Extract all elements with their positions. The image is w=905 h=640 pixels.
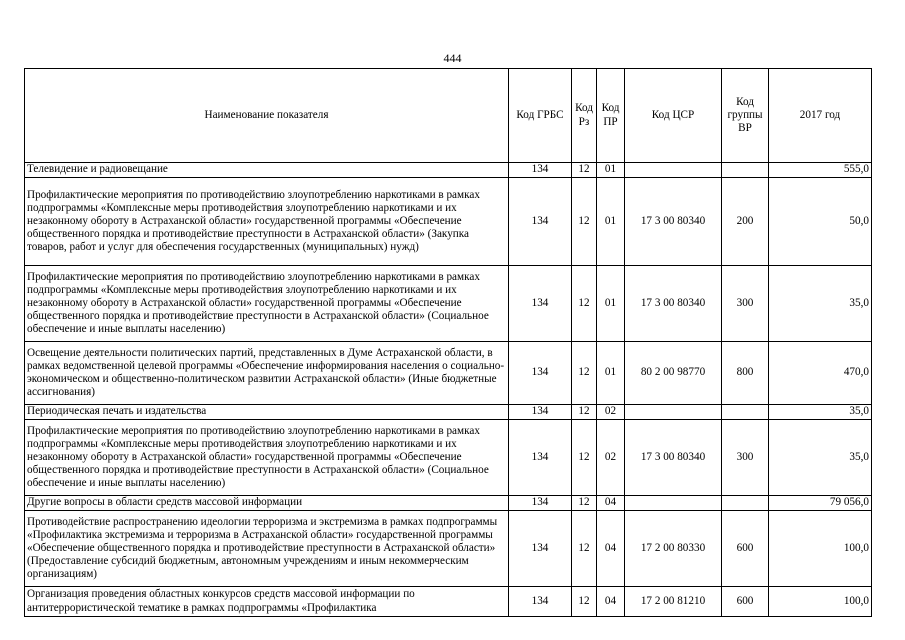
row-amount: 100,0 (769, 511, 872, 587)
row-csr: 17 2 00 80330 (625, 511, 722, 587)
table-row (25, 178, 872, 266)
row-grbs: 134 (509, 342, 572, 405)
row-rz: 12 (572, 266, 597, 342)
row-pr: 01 (597, 342, 625, 405)
row-name: Освещение деятельности политических партий, представленных в Думе Астраханской области, в рамках ведомственной целевой программы «Обеспечение информирования населения о социально-экономическом и общественно-политическом развитии Астраханской области» (Иные бюджетные ассигнования) (25, 342, 509, 405)
table-row (25, 496, 872, 511)
row-amount: 555,0 (769, 163, 872, 178)
row-grbs: 134 (509, 405, 572, 420)
row-vr: 300 (722, 420, 769, 496)
row-pr: 01 (597, 266, 625, 342)
row-rz: 12 (572, 405, 597, 420)
row-grbs: 134 (509, 587, 572, 617)
row-grbs: 134 (509, 178, 572, 266)
row-amount: 100,0 (769, 587, 872, 617)
table-row (25, 420, 872, 496)
row-name: Профилактические мероприятия по противодействию злоупотреблению наркотиками в рамках подпрограммы «Комплексные меры противодействия злоупотреблению наркотиками и их незаконному обороту в Астраханской области» государственной программы «Обеспечение общественного порядка и противодействие преступности в Астраханской области» (Социальное обеспечение и иные выплаты населению) (25, 420, 509, 496)
row-vr (722, 496, 769, 511)
row-vr (722, 405, 769, 420)
row-pr: 01 (597, 178, 625, 266)
row-vr: 200 (722, 178, 769, 266)
row-name: Противодействие распространению идеологии терроризма и экстремизма в рамках подпрограммы «Профилактика экстремизма и терроризма в Астраханской области» государственной программы «Обеспечение общественного порядка и противодействие преступности в Астраханской области» (Предоставление субсидий бюджетным, автономным учреждениям и иным некоммерческим организациям) (25, 511, 509, 587)
row-csr (625, 163, 722, 178)
row-amount: 35,0 (769, 420, 872, 496)
row-rz: 12 (572, 420, 597, 496)
row-amount: 35,0 (769, 266, 872, 342)
row-csr: 17 3 00 80340 (625, 266, 722, 342)
table-row (25, 266, 872, 342)
row-rz: 12 (572, 178, 597, 266)
budget-table (24, 68, 872, 617)
row-csr (625, 496, 722, 511)
row-amount: 470,0 (769, 342, 872, 405)
row-name: Телевидение и радиовещание (25, 163, 509, 178)
row-rz: 12 (572, 511, 597, 587)
row-vr: 600 (722, 587, 769, 617)
row-grbs: 134 (509, 266, 572, 342)
col-name-header: Наименование показателя (25, 69, 509, 163)
row-rz: 12 (572, 496, 597, 511)
header-row (25, 69, 872, 163)
row-name: Периодическая печать и издательства (25, 405, 509, 420)
table-row (25, 163, 872, 178)
row-name: Профилактические мероприятия по противодействию злоупотреблению наркотиками в рамках подпрограммы «Комплексные меры противодействия злоупотреблению наркотиками и их незаконному обороту в Астраханской области» государственной программы «Обеспечение общественного порядка и противодействие преступности в Астраханской области» (Социальное обеспечение и иные выплаты населению) (25, 266, 509, 342)
row-grbs: 134 (509, 420, 572, 496)
row-amount: 50,0 (769, 178, 872, 266)
row-name: Профилактические мероприятия по противодействию злоупотреблению наркотиками в рамках подпрограммы «Комплексные меры противодействия злоупотреблению наркотиками и их незаконному обороту в Астраханской области» государственной программы «Обеспечение общественного порядка и противодействие преступности в Астраханской области» (Закупка товаров, работ и услуг для обеспечения государственных (муниципальных) нужд) (25, 178, 509, 266)
row-rz: 12 (572, 587, 597, 617)
row-pr: 01 (597, 163, 625, 178)
row-name: Другие вопросы в области средств массовой информации (25, 496, 509, 511)
row-amount: 35,0 (769, 405, 872, 420)
row-csr (625, 405, 722, 420)
row-rz: 12 (572, 163, 597, 178)
row-vr: 600 (722, 511, 769, 587)
col-vr-header: Код группы ВР (722, 69, 769, 163)
col-pr-header: Код ПР (597, 69, 625, 163)
row-pr: 04 (597, 587, 625, 617)
table-row (25, 405, 872, 420)
page-number: 444 (443, 51, 462, 65)
row-csr: 17 3 00 80340 (625, 178, 722, 266)
row-vr (722, 163, 769, 178)
row-grbs: 134 (509, 511, 572, 587)
row-pr: 04 (597, 496, 625, 511)
row-grbs: 134 (509, 163, 572, 178)
row-vr: 800 (722, 342, 769, 405)
row-csr: 17 2 00 81210 (625, 587, 722, 617)
col-csr-header: Код ЦСР (625, 69, 722, 163)
row-rz: 12 (572, 342, 597, 405)
col-year-header: 2017 год (769, 69, 872, 163)
row-name: Организация проведения областных конкурсов средств массовой информации по антитеррористической тематике в рамках подпрограммы «Профилактика (25, 587, 509, 617)
row-pr: 04 (597, 511, 625, 587)
row-pr: 02 (597, 420, 625, 496)
table-row (25, 342, 872, 405)
row-amount: 79 056,0 (769, 496, 872, 511)
table-row (25, 587, 872, 617)
col-rz-header: Код Рз (572, 69, 597, 163)
col-grbs-header: Код ГРБС (509, 69, 572, 163)
row-grbs: 134 (509, 496, 572, 511)
table-row (25, 511, 872, 587)
row-csr: 80 2 00 98770 (625, 342, 722, 405)
row-csr: 17 3 00 80340 (625, 420, 722, 496)
row-vr: 300 (722, 266, 769, 342)
row-pr: 02 (597, 405, 625, 420)
